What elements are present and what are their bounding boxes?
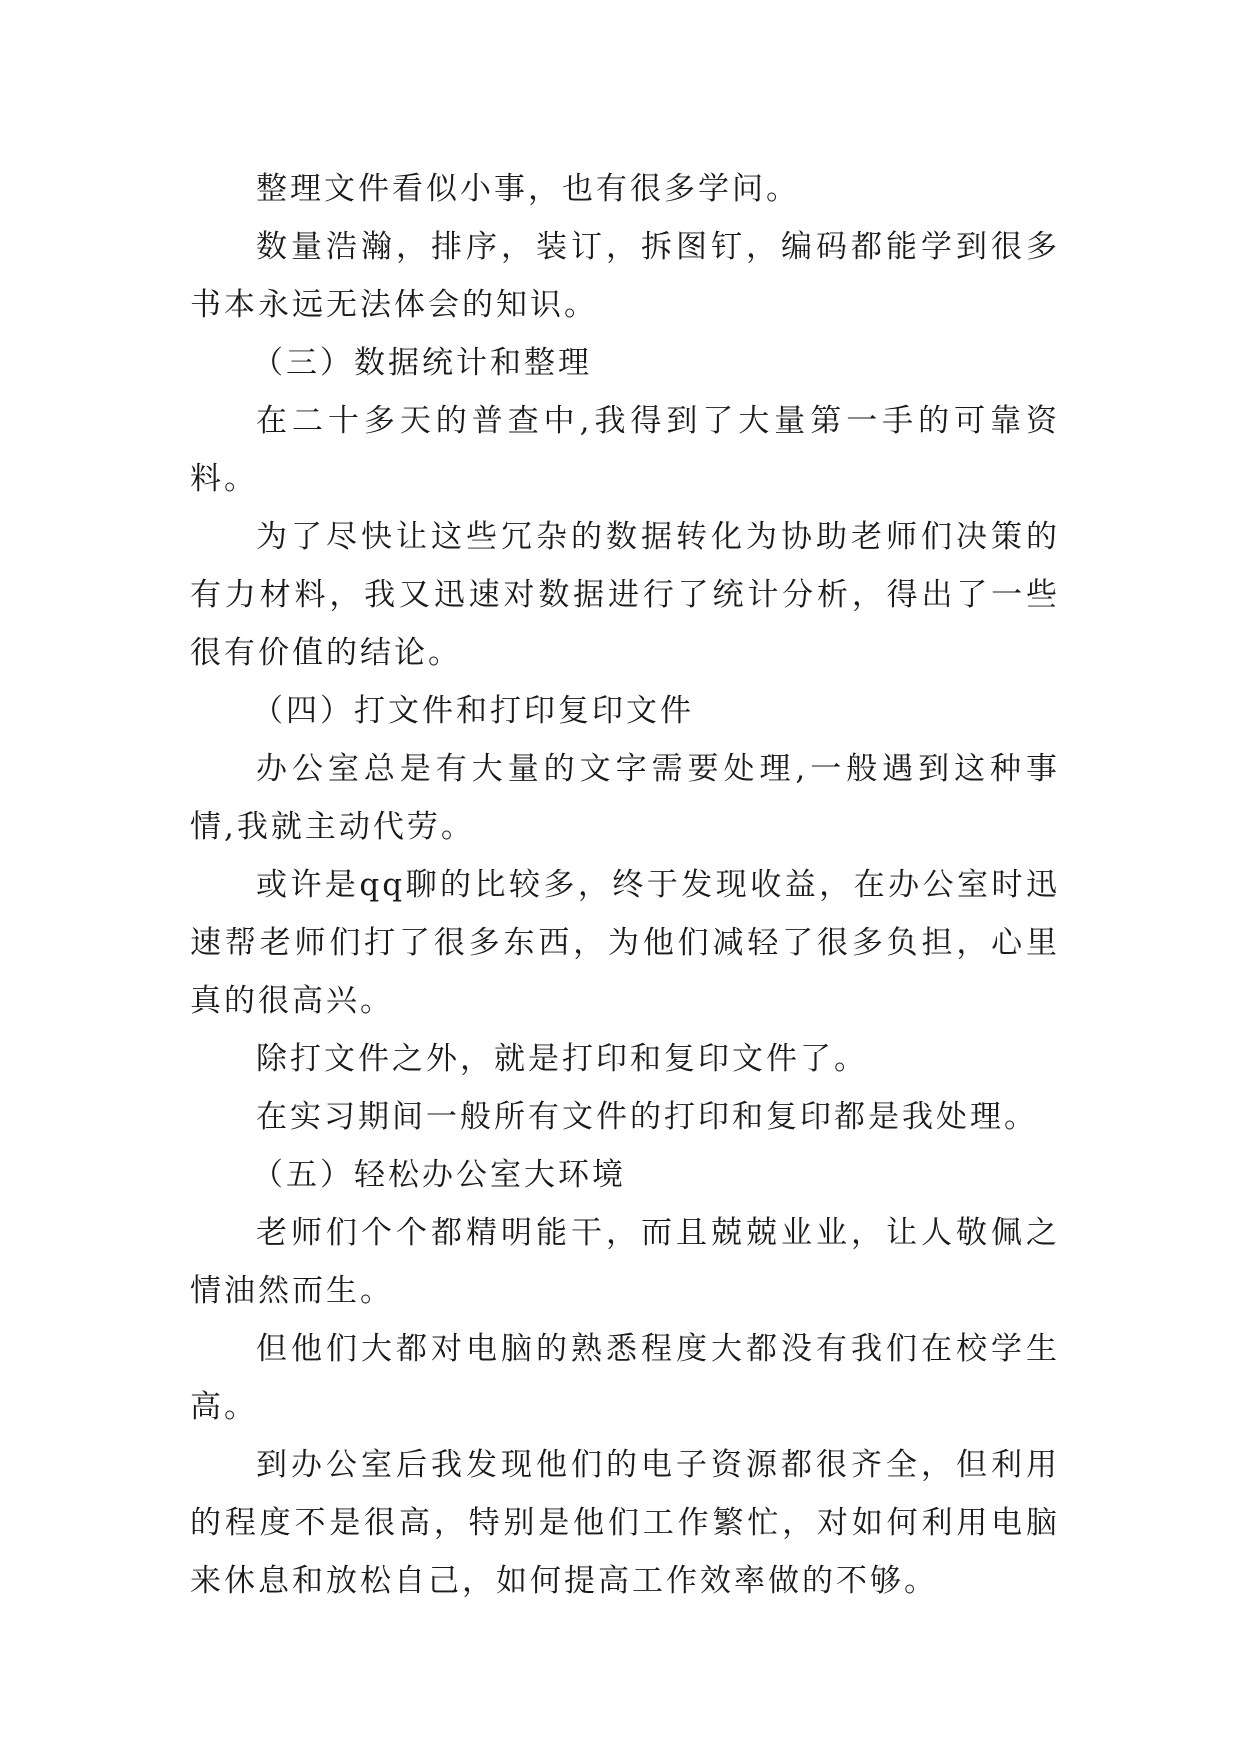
- paragraph: 在实习期间一般所有文件的打印和复印都是我处理。: [256, 1099, 1038, 1135]
- document-body: [190, 160, 1060, 1610]
- paragraph: 在二十多天的普查中,我得到了大量第一手的可靠资料。: [190, 403, 1060, 497]
- section-heading: （五）轻松办公室大环境: [252, 1157, 626, 1193]
- paragraph: 或许是qq聊的比较多，终于发现收益，在办公室时迅速帮老师们打了很多东西，为他们减轻了很多负担，心里真的很高兴。: [190, 867, 1060, 1019]
- paragraph: 到办公室后我发现他们的电子资源都很齐全，但利用的程度不是很高，特别是他们工作繁忙，对如何利用电脑来休息和放松自己，如何提高工作效率做的不够。: [190, 1447, 1060, 1599]
- paragraph: 为了尽快让这些冗杂的数据转化为协助老师们决策的有力材料，我又迅速对数据进行了统计分析，得出了一些很有价值的结论。: [190, 519, 1060, 671]
- paragraph: 数量浩瀚，排序，装订，拆图钉，编码都能学到很多书本永远无法体会的知识。: [190, 229, 1060, 323]
- paragraph: 老师们个个都精明能干，而且兢兢业业，让人敬佩之情油然而生。: [190, 1215, 1060, 1309]
- section-heading: （三）数据统计和整理: [252, 345, 592, 381]
- paragraph: 除打文件之外，就是打印和复印文件了。: [256, 1041, 868, 1077]
- paragraph: 但他们大都对电脑的熟悉程度大都没有我们在校学生高。: [190, 1331, 1060, 1425]
- section-heading: （四）打文件和打印复印文件: [252, 693, 694, 729]
- paragraph: 整理文件看似小事，也有很多学问。: [256, 171, 800, 207]
- paragraph: 办公室总是有大量的文字需要处理,一般遇到这种事情,我就主动代劳。: [190, 751, 1060, 845]
